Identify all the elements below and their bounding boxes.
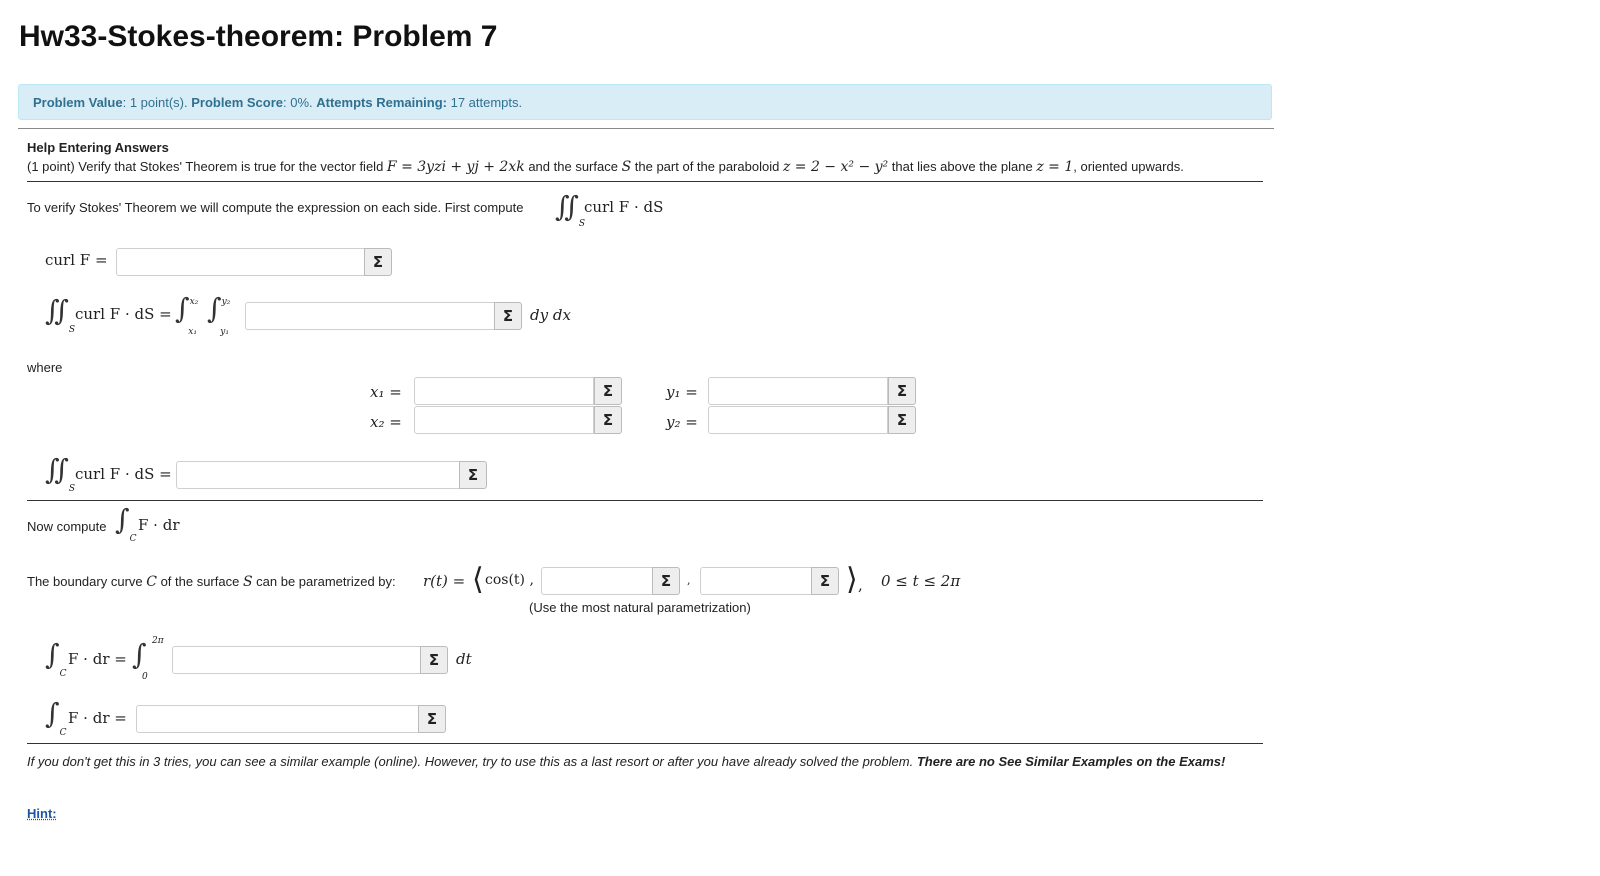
boundary-text-part: can be parametrized by: (252, 574, 396, 589)
divider (18, 128, 1274, 129)
x1-label: x₁ = (370, 383, 402, 401)
line-result-label: F · dr = (68, 709, 127, 727)
sigma-button[interactable]: Σ (364, 248, 392, 276)
problem-score-label: Problem Score (191, 95, 283, 110)
page-title: Hw33-Stokes-theorem: Problem 7 (19, 20, 498, 53)
x2-input[interactable] (414, 406, 594, 434)
statement-text: , oriented upwards. (1073, 159, 1184, 174)
problem-statement (27, 159, 1184, 175)
footer-bold-text: There are no See Similar Examples on the Exams! (916, 754, 1226, 769)
sigma-button[interactable]: Σ (459, 461, 487, 489)
problem-score-text: : 0%. (283, 95, 317, 110)
line-integral-symbol: $\int_C$ (45, 638, 67, 679)
attempts-label: Attempts Remaining: (316, 95, 447, 110)
double-integral-symbol: $∬_S$ (555, 190, 586, 229)
line-integrand-input[interactable] (172, 646, 422, 674)
statement-text: (1 point) Verify that Stokes' Theorem is true for the vector field (27, 159, 387, 174)
attempts-text: 17 attempts. (446, 95, 523, 110)
sigma-button[interactable]: Σ (888, 406, 916, 434)
comma: , (687, 574, 691, 587)
sigma-button[interactable]: Σ (494, 302, 522, 330)
sigma-button[interactable]: Σ (811, 567, 839, 595)
footer-text: If you don't get this in 3 tries, you can see a similar example (online). However, try to use this as a last resort or after you have already solved the problem. (27, 754, 917, 769)
surface-result-input[interactable] (176, 461, 460, 489)
lower-limit: 0 (142, 672, 148, 682)
sigma-button[interactable]: Σ (420, 646, 448, 674)
sigma-button[interactable]: Σ (652, 567, 680, 595)
r-of-t-label: r(t) = (423, 572, 466, 590)
statement-text: that lies above the plane (888, 159, 1037, 174)
divider (27, 743, 1263, 744)
definite-integral-symbol: ∫ (132, 638, 147, 671)
cos-t-label: cos(t) , (485, 572, 534, 588)
line-integral-label: F · dr = (68, 650, 127, 668)
part2-intro: Now compute (27, 519, 107, 534)
line-result-input[interactable] (136, 705, 420, 733)
upper-limit: 2π (152, 636, 164, 646)
x2-label: x₂ = (370, 413, 402, 431)
part1-intro: To verify Stokes' Theorem we will compute the expression on each side. First compute (27, 200, 524, 215)
r-z-input[interactable] (700, 567, 812, 595)
sigma-button[interactable]: Σ (418, 705, 446, 733)
paraboloid-math: z = 2 − x² − y² (782, 159, 889, 175)
x1-input[interactable] (414, 377, 594, 405)
surface-result-label: curl F · dS = (75, 465, 172, 483)
problem-value-label: Problem Value (33, 95, 123, 110)
right-angle-bracket: ⟩ (846, 562, 858, 597)
vector-field-math: F = 3yzi + yj + 2xk (386, 159, 525, 175)
plane-math: z = 1 (1036, 159, 1074, 175)
dt-label: dt (456, 650, 472, 668)
t-range: 0 ≤ t ≤ 2π (881, 572, 961, 590)
surface-integral-symbol: $∬_S$ (45, 294, 76, 335)
problem-value-text: : 1 point(s). (122, 95, 192, 110)
line-integral-symbol: $\int_C$ (45, 697, 67, 738)
curl-input[interactable] (116, 248, 366, 276)
problem-info-bar (18, 84, 1272, 120)
divider (27, 181, 1263, 182)
r-y-input[interactable] (541, 567, 653, 595)
iterated-integral-symbols: ∫$^{x_2}_{x_1}$∫$^{y_2}_{y_1}$ (175, 292, 231, 337)
intro-math: curl F · dS (584, 198, 664, 216)
sigma-button[interactable]: Σ (888, 377, 916, 405)
statement-text: the part of the paraboloid (631, 159, 783, 174)
help-entering-answers-link[interactable]: Help Entering Answers (27, 140, 169, 155)
curve-symbol: C (146, 574, 157, 590)
line-integral-symbol: $\int_C$ (115, 503, 137, 544)
surface-integral-symbol: $∬_S$ (45, 453, 76, 494)
sigma-button[interactable]: Σ (594, 377, 622, 405)
curl-label: curl F = (45, 251, 108, 269)
where-label: where (27, 360, 63, 375)
surface-symbol: S (621, 159, 632, 175)
sigma-button[interactable]: Σ (594, 406, 622, 434)
surface-symbol: S (242, 574, 253, 590)
boundary-text (27, 574, 396, 590)
double-integral-label: curl F · dS = (75, 305, 172, 323)
left-angle-bracket: ⟨ (472, 562, 484, 597)
divider (27, 500, 1263, 501)
similar-example-note (27, 752, 1257, 772)
boundary-text-part: of the surface (156, 574, 243, 589)
y1-label: y₁ = (666, 383, 698, 401)
dydx-label: dy dx (530, 306, 571, 324)
y2-input[interactable] (708, 406, 888, 434)
part2-intro-math: F · dr (138, 516, 180, 534)
parametrization-note: (Use the most natural parametrization) (529, 600, 751, 615)
double-integrand-input[interactable] (245, 302, 495, 330)
statement-text: and the surface (524, 159, 622, 174)
hint-link[interactable]: Hint: (27, 806, 57, 821)
y1-input[interactable] (708, 377, 888, 405)
boundary-text-part: The boundary curve (27, 574, 147, 589)
y2-label: y₂ = (666, 413, 698, 431)
comma: , (858, 576, 863, 594)
